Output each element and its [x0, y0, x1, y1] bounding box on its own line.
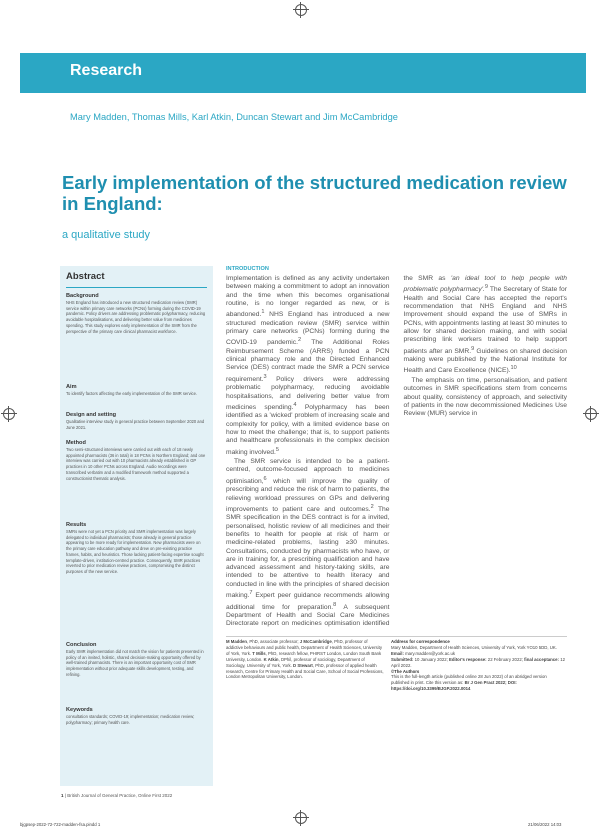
- design-text: Qualitative interview study in general practice between September 2020 and June 2021.: [66, 419, 205, 430]
- introduction-heading: INTRODUCTION: [226, 266, 269, 272]
- article-title: Early implementation of the structured medication review in England:: [62, 172, 567, 214]
- intro-paragraph-1: Implementation is defined as any activity undertaken between making a commitment to adopt an innovation and the time when this becomes organisational routine, is no longer regarded as new, or is abandoned.$^1$ NHS England has introduced a new structured medication review (SMR) service within primary care networks (PCNs) forming during the COVID-19 pandemic.$^2$ The Additional Roles Reimbursement Scheme (ARRS) funded a PCN clinical pharmacy role and the Directed Enhanced Service (DES) contract made the SMR a PCN service requirement.$^3$ Policy drivers were addressing problematic polypharmacy, reducing avoidable hospitalisations, and delivering better value from medicines spending.$^4$ Polypharmacy has been identified as a 'wicked' problem of increasing scale and complexity for policy, with a limited evidence base on how to meet the challenge; that is, to support patients and healthcare professionals in the complex decision making involved.$^5$: [226, 275, 390, 456]
- method-heading: Method: [66, 440, 86, 446]
- aim-text: To identify factors affecting the early implementation of the SMR service.: [66, 391, 197, 396]
- design-heading: Design and setting: [66, 412, 117, 418]
- correspondence-address: Mary Madden, Department of Health Sciences, University of York, York YO10 5DD, UK.: [391, 644, 557, 650]
- author-list: Mary Madden, Thomas Mills, Karl Atkin, Duncan Stewart and Jim McCambridge: [70, 112, 398, 122]
- intro-paragraph-3: The emphasis on time, personalisation, and patient outcomes in SMR specifications stem from concerns about quality, consistency of approach, and selectivity of patients in the now decommissioned Medicines Use Review (MUR) service in: [403, 376, 567, 418]
- page-number: 1: [61, 793, 64, 798]
- conclusion-heading: Conclusion: [66, 642, 97, 648]
- print-slug-file: bjgpsep-2022-72-722-madden-fsa.pindd 1: [20, 822, 101, 827]
- registration-mark-right: [585, 408, 597, 420]
- abstract-box: [60, 266, 213, 786]
- print-slug-timestamp: 21/06/2022 14:03: [528, 822, 562, 827]
- footer-divider: [226, 636, 567, 637]
- copyright-notice: ©The Authors: [391, 668, 420, 674]
- journal-name: British Journal of General Practice, Online First 2022: [67, 793, 173, 798]
- results-text: SMRs were not yet a PCN priority and SMR implementation was largely delegated to individual pharmacists; those already in general practice appearing to be more ready for implementation. New pharmacists were on the primary care education pathway and drew on pre-existing practice frames, habits, and heuristics. Those lacking patient-facing expertise sought template-driven, institution-centred practice. Consequently, SMR practices reverted to prior medication review practices, compromising the distinct purposes of the new service.: [66, 529, 204, 574]
- registration-mark-left: [3, 408, 15, 420]
- correspondence-email: Email: mary.madden@york.ac.uk: [391, 650, 455, 656]
- method-text: Two semi-structured interviews were carried out with each of 18 newly appointed pharmacists (36 in total) in 18 PCNs in Northern England; and one interview was carried out with 10 pharmacists already established in GP practices in 10 other PCNs across England. Audio recordings were transcribed verbatim and a modified framework method supported a constructionist thematic analysis.: [66, 447, 206, 481]
- aim-heading: Aim: [66, 384, 77, 390]
- submission-dates: Submitted: 10 January 2022; Editor's response: 22 February 2022; final acceptance: 12 April 2022.: [391, 656, 565, 668]
- keywords-text: consultation standards; COVID-19; implementation; medication review; polypharmacy; primary health care.: [66, 714, 195, 725]
- section-banner: [20, 53, 586, 93]
- keywords-heading: Keywords: [66, 707, 93, 713]
- correspondence-block: [391, 639, 566, 692]
- section-label: Research: [70, 62, 143, 79]
- abstract-heading: Abstract: [66, 271, 105, 282]
- citation-note: This is the full-length article (published online 28 Jun 2022) of an abridged version published in print. Cite this version as: Br J Gen Pract 2022; DOI: https://doi.org/10.3399/BJGP.2022.0014: [391, 674, 547, 692]
- correspondence-heading: Address for correspondence: [391, 639, 450, 644]
- article-subtitle: a qualitative study: [62, 229, 151, 241]
- background-heading: Background: [66, 293, 99, 299]
- registration-mark-bottom: [295, 812, 307, 824]
- conclusion-text: Early SMR implementation did not match the vision for patients presented in policy of an invited, holistic, shared decision-making opportunity offered by well-trained pharmacists. There is an important opportunity cost of SMR implementation without prior adequate skills development, testing, and refining.: [66, 649, 204, 677]
- background-text: NHS England has introduced a new structured medication review (SMR) service within primary care networks (PCNs) forming during the COVID-19 pandemic. Policy drivers are addressing problematic polypharmacy, reducing avoidable hospitalisations, and delivering better value from medicines spending. This study explores early implementation of the SMR from the perspective of the primary care clinical pharmacist workforce.: [66, 300, 206, 334]
- registration-mark-top: [295, 4, 307, 16]
- body-text-column: [226, 275, 567, 630]
- author-affiliations: M Madden, PhD, associate professor; J McCambridge, PhD, professor of addictive behaviours and public health, Department of Health Sciences, University of York, York. T Mills, PhD, research fellow, PHIRST London, London South Bank University, London. K Atkin, DPhil, professor of sociology, Department of Sociology, University of York, York. D Stewart, PhD, professor of applied health research, Centre for Primary Health and Social Care, School of Social Professions, London Metropolitan University, London.: [226, 639, 384, 680]
- abstract-divider: [66, 287, 207, 288]
- journal-footer: 1 | British Journal of General Practice, Online First 2022: [61, 793, 173, 798]
- intro-paragraph-2: The SMR service is intended to be a patient-centred, outcome-focused approach to medicines optimisation,$^6$ which will improve the quality of prescribing and reduce the risk of harm to patients, the relieving workload pressures on GPs and delivering improvements to patient care and outcomes.$^2$ The SMR specification in the DES contract is for a invited, personalised, holistic review of all medicines and their benefits to health for people at risk of harm or medicine-related problems, lasting ≥30 minutes. Consultations, conducted by pharmacists who have, or are in training for, a prescribing qualification and have advanced assessment and history-taking skills, are intended to be attentive to health literacy and conducted in line with the principles of shared decision making.$^7$ Expert peer guidance recommends allowing additional time for preparation.$^8$ A subsequent Department of Health and Social Care Medicines Directorate report on medicines optimisation identified the SMR as 'an ideal tool to help people with problematic polypharmacy'.$^9$ The Secretary of State for Health and Social Care has accepted the report's recommendation that NHS England and NHS Improvement should expand the use of SMRs in PCNs, with appointments lasting at least 30 minutes to allow for shared decision making, and with social prescribing link workers trained to help support patients after an SMR.$^9$ Guidelines on shared decision making were published by the National Institute for Health and Care Excellence (NICE).$^{10}$: [226, 275, 567, 628]
- results-heading: Results: [66, 522, 87, 528]
